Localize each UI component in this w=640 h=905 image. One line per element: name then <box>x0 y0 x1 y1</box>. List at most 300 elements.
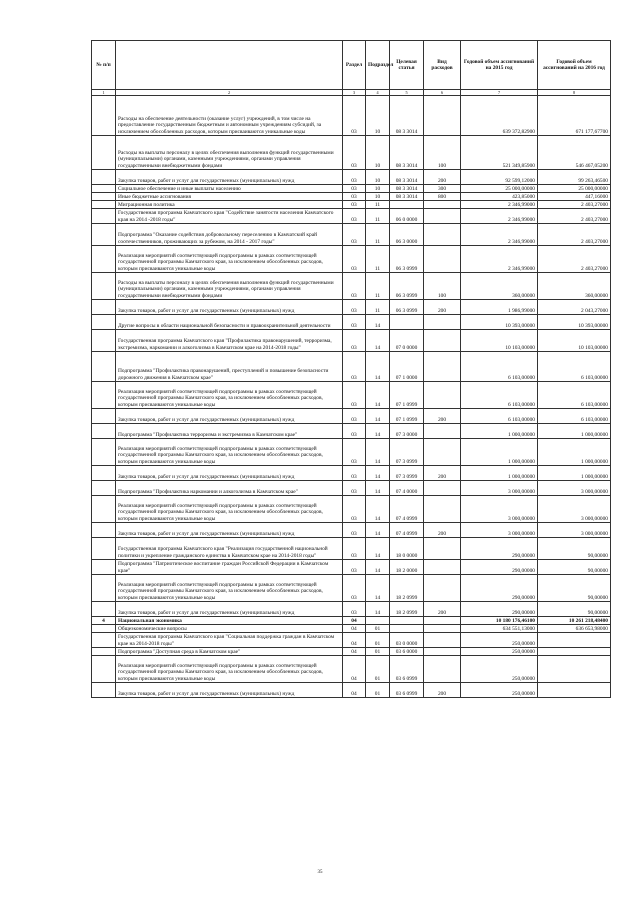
row-budget-2015: 25 000,00000 <box>461 185 538 193</box>
row-section: 03 <box>343 481 366 496</box>
row-expense-type <box>424 201 461 209</box>
row-expense-type <box>424 315 461 330</box>
row-subsection: 01 <box>366 683 390 698</box>
row-budget-2015: 92 599,12000 <box>461 170 538 185</box>
row-target-article: 07 3 0000 <box>390 424 424 439</box>
row-subsection: 10 <box>366 185 390 193</box>
row-subsection: 11 <box>366 300 390 315</box>
row-number <box>92 170 116 185</box>
row-subsection: 01 <box>366 633 390 648</box>
row-target-article: 08 3 3014 <box>390 185 424 193</box>
row-number <box>92 201 116 209</box>
row-expense-type <box>424 496 461 523</box>
row-target-article: 06 3 0999 <box>390 246 424 273</box>
row-section: 03 <box>343 193 366 201</box>
row-expense-type <box>424 656 461 683</box>
table-row <box>92 300 611 315</box>
row-budget-2016: 10 393,00000 <box>538 315 611 330</box>
row-expense-type: 100 <box>424 273 461 300</box>
row-target-article: 03 0 0000 <box>390 633 424 648</box>
row-expense-type <box>424 575 461 602</box>
row-target-article: 07 3 0999 <box>390 466 424 481</box>
row-budget-2015: 2 346,99000 <box>461 246 538 273</box>
row-target-article <box>390 625 424 633</box>
col-index: 2 <box>116 90 343 96</box>
row-subsection: 14 <box>366 352 390 382</box>
header-expense-type: Вид расходов <box>424 41 461 90</box>
table-row <box>92 224 611 246</box>
row-budget-2016: 2 403,27000 <box>538 201 611 209</box>
row-name: Подпрограмма "Профилактика правонарушений, преступлений и повышение безопасности дорожного движения в Камчатском крае" <box>116 352 343 382</box>
row-number <box>92 656 116 683</box>
row-expense-type: 200 <box>424 466 461 481</box>
row-budget-2016: 2 043,27000 <box>538 300 611 315</box>
row-budget-2016: 636 653,98000 <box>538 625 611 633</box>
row-budget-2016: 3 000,00000 <box>538 496 611 523</box>
row-target-article: 07 4 0000 <box>390 481 424 496</box>
row-section: 03 <box>343 352 366 382</box>
row-budget-2015: 250,00000 <box>461 656 538 683</box>
row-section: 04 <box>343 617 366 625</box>
row-name: Миграционная политика <box>116 201 343 209</box>
table-body <box>92 96 611 698</box>
row-budget-2015: 423,85000 <box>461 193 538 201</box>
table-row <box>92 538 611 560</box>
row-number <box>92 409 116 424</box>
row-budget-2015: 1 986,99000 <box>461 300 538 315</box>
budget-table <box>91 40 611 698</box>
row-section: 03 <box>343 382 366 409</box>
row-number: 4 <box>92 617 116 625</box>
page-number: 35 <box>317 870 323 875</box>
table-row <box>92 201 611 209</box>
table-row <box>92 209 611 224</box>
row-budget-2016: 2 403,27000 <box>538 209 611 224</box>
row-budget-2015: 521 349,85900 <box>461 136 538 170</box>
table-row <box>92 273 611 300</box>
row-section: 03 <box>343 224 366 246</box>
row-section: 03 <box>343 201 366 209</box>
row-budget-2016 <box>538 683 611 698</box>
row-budget-2016: 2 403,27000 <box>538 246 611 273</box>
header-name <box>116 41 343 90</box>
row-subsection: 11 <box>366 273 390 300</box>
row-target-article: 08 3 3014 <box>390 193 424 201</box>
row-budget-2016: 2 403,27000 <box>538 224 611 246</box>
row-number <box>92 273 116 300</box>
row-name: Реализация мероприятий соответствующей подпрограммы в рамках соответствующей государственной программы Камчатского края, за исключением обособленных расходов, которым присваиваются уникальные коды <box>116 496 343 523</box>
row-target-article: 18 2 0999 <box>390 575 424 602</box>
row-expense-type <box>424 560 461 575</box>
row-subsection: 14 <box>366 602 390 617</box>
table-row <box>92 575 611 602</box>
row-name: Реализация мероприятий соответствующей подпрограммы в рамках соответствующей государственной программы Камчатского края, за исключением обособленных расходов, которым присваиваются уникальные коды <box>116 246 343 273</box>
row-target-article: 18 0 0000 <box>390 538 424 560</box>
table-row <box>92 185 611 193</box>
row-budget-2015: 3 000,00000 <box>461 496 538 523</box>
row-budget-2015: 290,00000 <box>461 538 538 560</box>
row-target-article: 18 2 0000 <box>390 560 424 575</box>
row-expense-type: 100 <box>424 136 461 170</box>
row-budget-2016: 6 103,00000 <box>538 382 611 409</box>
table-row <box>92 424 611 439</box>
row-budget-2015: 2 346,99000 <box>461 224 538 246</box>
table-row <box>92 170 611 185</box>
row-number <box>92 523 116 538</box>
row-name: Иные бюджетные ассигнования <box>116 193 343 201</box>
row-budget-2016: 447,16000 <box>538 193 611 201</box>
row-subsection: 10 <box>366 136 390 170</box>
table-row <box>92 617 611 625</box>
row-section: 03 <box>343 575 366 602</box>
row-section: 03 <box>343 523 366 538</box>
row-budget-2015: 2 346,99000 <box>461 209 538 224</box>
row-name: Закупка товаров, работ и услуг для государственных (муниципальных) нужд <box>116 466 343 481</box>
row-expense-type: 200 <box>424 409 461 424</box>
row-section: 04 <box>343 633 366 648</box>
row-target-article: 08 3 3014 <box>390 170 424 185</box>
row-target-article: 07 1 0000 <box>390 352 424 382</box>
table-row <box>92 382 611 409</box>
row-number <box>92 575 116 602</box>
row-budget-2016: 90,00000 <box>538 538 611 560</box>
row-budget-2016: 3 000,00000 <box>538 481 611 496</box>
row-budget-2016 <box>538 656 611 683</box>
row-name: Подпрограмма "Оказание содействия добровольному переселению в Камчатский край соотечественников, проживающих за рубежом, на 2014 - 2017 годы" <box>116 224 343 246</box>
row-section: 03 <box>343 315 366 330</box>
row-target-article: 06 0 0000 <box>390 209 424 224</box>
row-expense-type <box>424 424 461 439</box>
row-target-article <box>390 201 424 209</box>
row-number <box>92 602 116 617</box>
row-section: 04 <box>343 625 366 633</box>
row-number <box>92 496 116 523</box>
row-section: 03 <box>343 170 366 185</box>
row-budget-2015: 2 346,99000 <box>461 201 538 209</box>
row-budget-2015: 10 103,00000 <box>461 330 538 352</box>
row-budget-2015: 634 551,13000 <box>461 625 538 633</box>
row-number <box>92 683 116 698</box>
row-subsection: 14 <box>366 481 390 496</box>
row-target-article: 03 6 0999 <box>390 656 424 683</box>
table-row <box>92 409 611 424</box>
row-budget-2015: 250,00000 <box>461 648 538 656</box>
row-name: Закупка товаров, работ и услуг для государственных (муниципальных) нужд <box>116 409 343 424</box>
row-budget-2016: 1 000,00000 <box>538 439 611 466</box>
budget-table-container <box>91 40 610 698</box>
row-subsection: 01 <box>366 656 390 683</box>
row-section: 04 <box>343 683 366 698</box>
table-row <box>92 246 611 273</box>
row-budget-2016: 6 103,00000 <box>538 409 611 424</box>
row-number <box>92 330 116 352</box>
row-expense-type <box>424 382 461 409</box>
row-number <box>92 466 116 481</box>
header-target-article: Целевая статья <box>390 41 424 90</box>
row-subsection: 14 <box>366 575 390 602</box>
row-name: Закупка товаров, работ и услуг для государственных (муниципальных) нужд <box>116 523 343 538</box>
row-target-article: 03 6 0999 <box>390 683 424 698</box>
row-name: Реализация мероприятий соответствующей подпрограммы в рамках соответствующей государственной программы Камчатского края, за исключением обособленных расходов, которым присваиваются уникальные коды <box>116 656 343 683</box>
row-section: 03 <box>343 96 366 136</box>
row-subsection: 14 <box>366 330 390 352</box>
row-expense-type <box>424 330 461 352</box>
row-subsection: 10 <box>366 193 390 201</box>
row-expense-type <box>424 648 461 656</box>
row-section: 04 <box>343 656 366 683</box>
row-subsection: 14 <box>366 496 390 523</box>
row-target-article <box>390 315 424 330</box>
header-num: № п/п <box>92 41 116 90</box>
header-budget-2015: Годовой объем ассигнований на 2015 год <box>461 41 538 90</box>
row-budget-2015: 639 372,82900 <box>461 96 538 136</box>
row-expense-type <box>424 246 461 273</box>
row-budget-2015: 290,00000 <box>461 560 538 575</box>
row-budget-2016: 25 000,00000 <box>538 185 611 193</box>
row-expense-type: 200 <box>424 300 461 315</box>
row-budget-2015: 360,00000 <box>461 273 538 300</box>
row-expense-type <box>424 481 461 496</box>
table-row <box>92 466 611 481</box>
row-number <box>92 538 116 560</box>
row-budget-2015: 3 000,00000 <box>461 481 538 496</box>
table-row <box>92 633 611 648</box>
row-expense-type: 300 <box>424 185 461 193</box>
row-budget-2015: 1 000,00000 <box>461 466 538 481</box>
row-budget-2016: 360,00000 <box>538 273 611 300</box>
row-name: Закупка товаров, работ и услуг для государственных (муниципальных) нужд <box>116 683 343 698</box>
row-name: Подпрограмма "Патриотическое воспитание граждан Российской Федерации в Камчатском крае" <box>116 560 343 575</box>
row-budget-2016: 90,00000 <box>538 560 611 575</box>
row-section: 04 <box>343 648 366 656</box>
row-subsection: 01 <box>366 625 390 633</box>
row-target-article: 07 0 0000 <box>390 330 424 352</box>
row-name: Закупка товаров, работ и услуг для государственных (муниципальных) нужд <box>116 300 343 315</box>
row-budget-2016 <box>538 633 611 648</box>
row-name: Закупка товаров, работ и услуг для государственных (муниципальных) нужд <box>116 170 343 185</box>
row-target-article: 06 3 0999 <box>390 273 424 300</box>
row-section: 03 <box>343 602 366 617</box>
row-number <box>92 481 116 496</box>
row-name: Расходы на выплаты персоналу в целях обеспечения выполнения функций государственными (муниципальными) органами, казенными учреждениями, органами управления государственными внебюджетными фондами <box>116 136 343 170</box>
row-name: Подпрограмма "Доступная среда в Камчатском крае" <box>116 648 343 656</box>
row-budget-2015: 6 103,00000 <box>461 382 538 409</box>
row-subsection: 14 <box>366 315 390 330</box>
row-expense-type <box>424 439 461 466</box>
row-target-article: 08 3 3014 <box>390 136 424 170</box>
row-target-article: 06 3 0999 <box>390 300 424 315</box>
row-target-article <box>390 617 424 625</box>
row-name: Расходы на обеспечение деятельности (оказание услуг) учреждений, в том числе на предоставление государственным бюджетным и автономным учреждениям субсидий, за исключением обособленных расходов, которым присваиваются уникальные коды <box>116 96 343 136</box>
row-budget-2016: 3 000,00000 <box>538 523 611 538</box>
row-expense-type <box>424 209 461 224</box>
row-expense-type <box>424 538 461 560</box>
row-target-article: 18 2 0999 <box>390 602 424 617</box>
col-index: 5 <box>390 90 424 96</box>
row-expense-type <box>424 352 461 382</box>
row-number <box>92 424 116 439</box>
row-name: Другие вопросы в области национальной безопасности и правоохранительной деятельности <box>116 315 343 330</box>
row-number <box>92 300 116 315</box>
row-budget-2016: 1 000,00000 <box>538 466 611 481</box>
row-expense-type <box>424 617 461 625</box>
row-subsection: 10 <box>366 170 390 185</box>
row-number <box>92 185 116 193</box>
row-name: Социальное обеспечение и иные выплаты населению <box>116 185 343 193</box>
row-expense-type: 200 <box>424 523 461 538</box>
row-budget-2016 <box>538 648 611 656</box>
row-name: Подпрограмма "Профилактика наркомании и алкоголизма в Камчатском крае" <box>116 481 343 496</box>
row-subsection: 14 <box>366 560 390 575</box>
row-section: 03 <box>343 496 366 523</box>
col-index: 3 <box>343 90 366 96</box>
row-budget-2015: 1 000,00000 <box>461 424 538 439</box>
table-row <box>92 523 611 538</box>
row-subsection: 14 <box>366 466 390 481</box>
row-name: Общеэкономические вопросы <box>116 625 343 633</box>
row-subsection <box>366 617 390 625</box>
row-target-article: 03 6 0000 <box>390 648 424 656</box>
row-subsection: 14 <box>366 382 390 409</box>
row-budget-2015: 6 103,00000 <box>461 352 538 382</box>
row-budget-2015: 250,00000 <box>461 683 538 698</box>
row-name: Подпрограмма "Профилактика терроризма и экстремизма в Камчатском крае" <box>116 424 343 439</box>
col-index: 1 <box>92 90 116 96</box>
row-budget-2016: 546 467,05200 <box>538 136 611 170</box>
row-budget-2016: 10 261 218,48400 <box>538 617 611 625</box>
row-expense-type <box>424 96 461 136</box>
row-subsection: 14 <box>366 424 390 439</box>
row-section: 03 <box>343 439 366 466</box>
row-section: 03 <box>343 466 366 481</box>
row-budget-2015: 6 103,00000 <box>461 409 538 424</box>
table-row <box>92 560 611 575</box>
row-subsection: 14 <box>366 409 390 424</box>
table-row <box>92 496 611 523</box>
row-subsection: 14 <box>366 439 390 466</box>
row-target-article: 08 3 3014 <box>390 96 424 136</box>
row-section: 03 <box>343 246 366 273</box>
row-section: 03 <box>343 409 366 424</box>
row-subsection: 11 <box>366 246 390 273</box>
row-section: 03 <box>343 185 366 193</box>
header-budget-2016: Годовой объем ассигнований на 2016 год <box>538 41 611 90</box>
table-row <box>92 193 611 201</box>
row-budget-2016: 10 103,00000 <box>538 330 611 352</box>
row-expense-type: 800 <box>424 193 461 201</box>
row-name: Государственная программа Камчатского края "Социальная поддержка граждан в Камчатском крае на 2014-2018 годы" <box>116 633 343 648</box>
table-row <box>92 330 611 352</box>
table-row <box>92 625 611 633</box>
row-budget-2016: 1 000,00000 <box>538 424 611 439</box>
row-subsection: 01 <box>366 648 390 656</box>
row-budget-2015: 10 180 176,46100 <box>461 617 538 625</box>
row-name: Государственная программа Камчатского края "Реализация государственной национальной политики и укрепление гражданского единства в Камчатском крае на 2014-2018 годы" <box>116 538 343 560</box>
row-number <box>92 209 116 224</box>
row-budget-2016: 671 177,67700 <box>538 96 611 136</box>
row-number <box>92 560 116 575</box>
table-row <box>92 656 611 683</box>
table-row <box>92 352 611 382</box>
table-row <box>92 315 611 330</box>
row-expense-type <box>424 224 461 246</box>
row-subsection: 10 <box>366 96 390 136</box>
row-number <box>92 382 116 409</box>
row-name: Реализация мероприятий соответствующей подпрограммы в рамках соответствующей государственной программы Камчатского края, за исключением обособленных расходов, которым присваиваются уникальные коды <box>116 382 343 409</box>
row-section: 03 <box>343 330 366 352</box>
row-number <box>92 96 116 136</box>
row-target-article: 07 4 0999 <box>390 523 424 538</box>
row-number <box>92 352 116 382</box>
row-name: Реализация мероприятий соответствующей подпрограммы в рамках соответствующей государственной программы Камчатского края, за исключением обособленных расходов, которым присваиваются уникальные коды <box>116 439 343 466</box>
table-row <box>92 481 611 496</box>
row-section: 03 <box>343 273 366 300</box>
row-budget-2015: 1 000,00000 <box>461 439 538 466</box>
row-number <box>92 633 116 648</box>
header-section: Раздел <box>343 41 366 90</box>
row-expense-type: 200 <box>424 602 461 617</box>
table-row <box>92 96 611 136</box>
row-name: Реализация мероприятий соответствующей подпрограммы в рамках соответствующей государственной программы Камчатского края, за исключением обособленных расходов, которым присваиваются уникальные коды <box>116 575 343 602</box>
row-section: 03 <box>343 209 366 224</box>
row-section: 03 <box>343 424 366 439</box>
row-number <box>92 224 116 246</box>
row-expense-type <box>424 633 461 648</box>
row-budget-2015: 290,00000 <box>461 602 538 617</box>
row-budget-2016: 90,00000 <box>538 575 611 602</box>
header-row <box>92 41 611 90</box>
row-name: Национальная экономика <box>116 617 343 625</box>
row-number <box>92 648 116 656</box>
col-index: 4 <box>366 90 390 96</box>
row-name: Расходы на выплаты персоналу в целях обеспечения выполнения функций государственными (муниципальными) органами, казенными учреждениями, органами управления государственными внебюджетными фондами <box>116 273 343 300</box>
row-subsection: 11 <box>366 209 390 224</box>
row-expense-type: 200 <box>424 170 461 185</box>
row-budget-2016: 90,00000 <box>538 602 611 617</box>
table-row <box>92 648 611 656</box>
row-section: 03 <box>343 560 366 575</box>
table-row <box>92 136 611 170</box>
row-target-article: 07 1 0999 <box>390 382 424 409</box>
row-name: Государственная программа Камчатского края "Профилактика правонарушений, терроризма, экстремизма, наркомании и алкоголизма в Камчатском крае на 2014-2018 годы" <box>116 330 343 352</box>
row-budget-2015: 290,00000 <box>461 575 538 602</box>
row-subsection: 11 <box>366 224 390 246</box>
row-name: Государственная программа Камчатского края "Содействие занятости населения Камчатского края на 2014 -2018 годы" <box>116 209 343 224</box>
row-subsection: 14 <box>366 538 390 560</box>
row-target-article: 06 3 0000 <box>390 224 424 246</box>
row-expense-type <box>424 625 461 633</box>
row-number <box>92 136 116 170</box>
row-section: 03 <box>343 136 366 170</box>
row-number <box>92 315 116 330</box>
row-budget-2015: 3 000,00000 <box>461 523 538 538</box>
col-index: 7 <box>461 90 538 96</box>
table-row <box>92 683 611 698</box>
table-row <box>92 439 611 466</box>
row-expense-type: 200 <box>424 683 461 698</box>
row-number <box>92 193 116 201</box>
col-index: 8 <box>538 90 611 96</box>
row-budget-2016: 99 263,46500 <box>538 170 611 185</box>
row-target-article: 07 4 0999 <box>390 496 424 523</box>
col-index: 6 <box>424 90 461 96</box>
table-row <box>92 602 611 617</box>
header-subsection: Подраздел <box>366 41 390 90</box>
row-budget-2015: 250,00000 <box>461 633 538 648</box>
row-subsection: 11 <box>366 201 390 209</box>
row-section: 03 <box>343 538 366 560</box>
row-number <box>92 439 116 466</box>
